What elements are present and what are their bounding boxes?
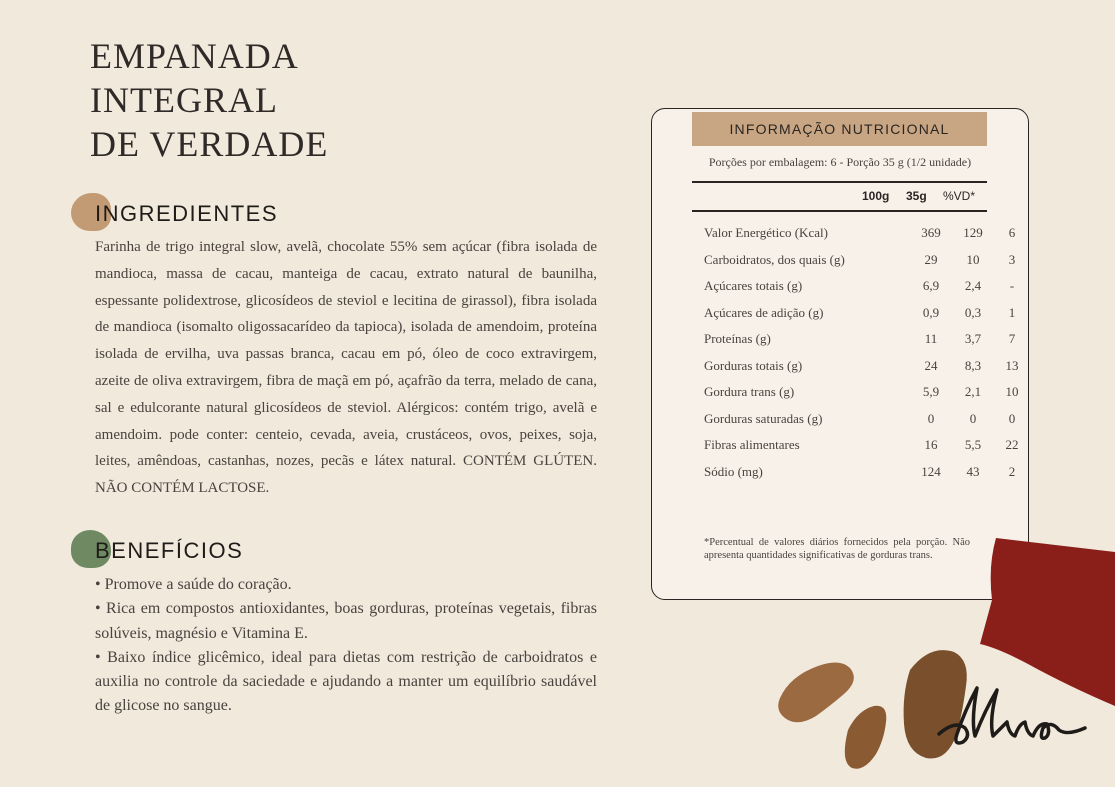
allma-logo-icon: [935, 680, 1095, 752]
table-row: [704, 463, 1016, 491]
table-row: [704, 278, 1015, 305]
value-100g: 5,9: [922, 384, 940, 399]
column-header-35g: 35g: [906, 189, 927, 203]
nutrient-label: Açúcares de adição (g): [704, 304, 824, 320]
value-35g: 3,7: [964, 331, 982, 346]
nutrient-label: Açúcares totais (g): [704, 278, 803, 293]
value-35g: 10: [966, 251, 980, 267]
value-35g: 5,5: [964, 437, 982, 452]
ingredients-heading: INGREDIENTES: [95, 201, 279, 226]
benefit-item: • Promove a saúde do coração.: [95, 573, 597, 597]
table-row: [704, 437, 1019, 464]
nutrient-label: Proteínas (g): [704, 331, 771, 346]
nutrition-card: [651, 108, 1029, 600]
table-row: [704, 225, 1016, 252]
table-row: [704, 331, 1016, 358]
table-row: [704, 357, 1019, 385]
value-35g: 0: [969, 410, 977, 426]
page-title: [90, 34, 328, 166]
value-vd: 6: [1008, 225, 1016, 240]
nutrient-label: Fibras alimentares: [704, 437, 800, 452]
table-row: [704, 410, 1016, 438]
value-35g: 2,4: [964, 278, 982, 293]
table-row: [704, 251, 1016, 279]
value-vd: 10: [1005, 384, 1019, 399]
value-35g: 0,3: [964, 304, 982, 320]
value-35g: 8,3: [964, 357, 982, 373]
value-vd: 13: [1005, 357, 1019, 373]
value-35g: 129: [963, 225, 983, 240]
nutrition-table: [704, 225, 1019, 490]
value-100g: 124: [921, 463, 941, 479]
nutrient-label: Gorduras totais (g): [704, 357, 803, 373]
nutrition-footnote: *Percentual de valores diários fornecidos pela porção. Não apresenta quantidades significativas de gorduras trans.: [704, 537, 970, 561]
value-100g: 369: [921, 225, 941, 240]
value-100g: 16: [924, 437, 938, 452]
column-header-vd: %VD*: [943, 189, 976, 203]
table-row: [704, 384, 1019, 411]
value-100g: 29: [924, 251, 938, 267]
benefit-item: • Rica em compostos antioxidantes, boas gorduras, proteínas vegetais, fibras solúveis, magnésio e Vitamina E.: [95, 597, 597, 646]
value-100g: 6,9: [922, 278, 940, 293]
ingredients-text: Farinha de trigo integral slow, avelã, chocolate 55% sem açúcar (fibra isolada de mandioca, massa de cacau, manteiga de cacau, extrato natural de baunilha, espessante polidextrose, glicosídeos de steviol e lecitina de girassol), fibra isolada de mandioca (isomalto oligossacarídeo da tapioca), isolada de amendoim, proteína isolada de ervilha, uva passas branca, cacau em pó, óleo de coco extravirgem, azeite de oliva extravirgem, fibra de maçã em pó, açafrão da terra, melado de cana, sal e edulcorante natural glicosídeos de steviol. Alérgicos: contém trigo, avelã e amendoim. pode conter: centeio, cevada, aveia, crustáceos, ovos, peixes, soja, leites, amêndoas, castanhas, nozes, pecãs e látex natural. CONTÉM GLÚTEN. NÃO CONTÉM LACTOSE.: [95, 239, 597, 497]
title-line-3: DE VERDADE: [90, 124, 329, 164]
benefits-list: [95, 573, 597, 719]
value-100g: 24: [924, 357, 938, 373]
value-vd: 0: [1008, 410, 1016, 426]
portions-info: Porções por embalagem: 6 - Porção 35 g (1/2 unidade): [708, 155, 972, 169]
nutrient-label: Sódio (mg): [704, 463, 763, 479]
value-vd: 3: [1008, 251, 1016, 267]
title-line-2: INTEGRAL: [90, 80, 278, 120]
value-35g: 43: [966, 463, 980, 479]
title-line-1: EMPANADA: [90, 36, 299, 76]
nutrient-label: Carboidratos, dos quais (g): [704, 251, 845, 267]
value-100g: 11: [924, 331, 938, 346]
benefits-heading: BENEFÍCIOS: [95, 538, 244, 563]
benefit-item: • Baixo índice glicêmico, ideal para dietas com restrição de carboidratos e auxilia no controle da saciedade e ajudando a manter um equilíbrio saudável de glicose no sangue.: [95, 646, 597, 719]
nutrient-label: Gordura trans (g): [704, 384, 795, 399]
value-100g: 0,9: [922, 304, 940, 320]
nutrient-label: Valor Energético (Kcal): [704, 225, 828, 240]
value-35g: 2,1: [964, 384, 982, 399]
nutrient-label: Gorduras saturadas (g): [704, 410, 823, 426]
nutrition-header: INFORMAÇÃO NUTRICIONAL: [692, 112, 987, 146]
divider: [692, 181, 987, 183]
column-header-100g: 100g: [862, 189, 890, 203]
value-100g: 0: [927, 410, 935, 426]
value-vd: 1: [1008, 304, 1016, 320]
value-vd: 2: [1008, 463, 1016, 479]
value-vd: -: [1009, 278, 1015, 293]
divider: [692, 210, 987, 212]
table-row: [704, 304, 1016, 332]
value-vd: 22: [1005, 437, 1019, 452]
value-vd: 7: [1008, 331, 1016, 346]
